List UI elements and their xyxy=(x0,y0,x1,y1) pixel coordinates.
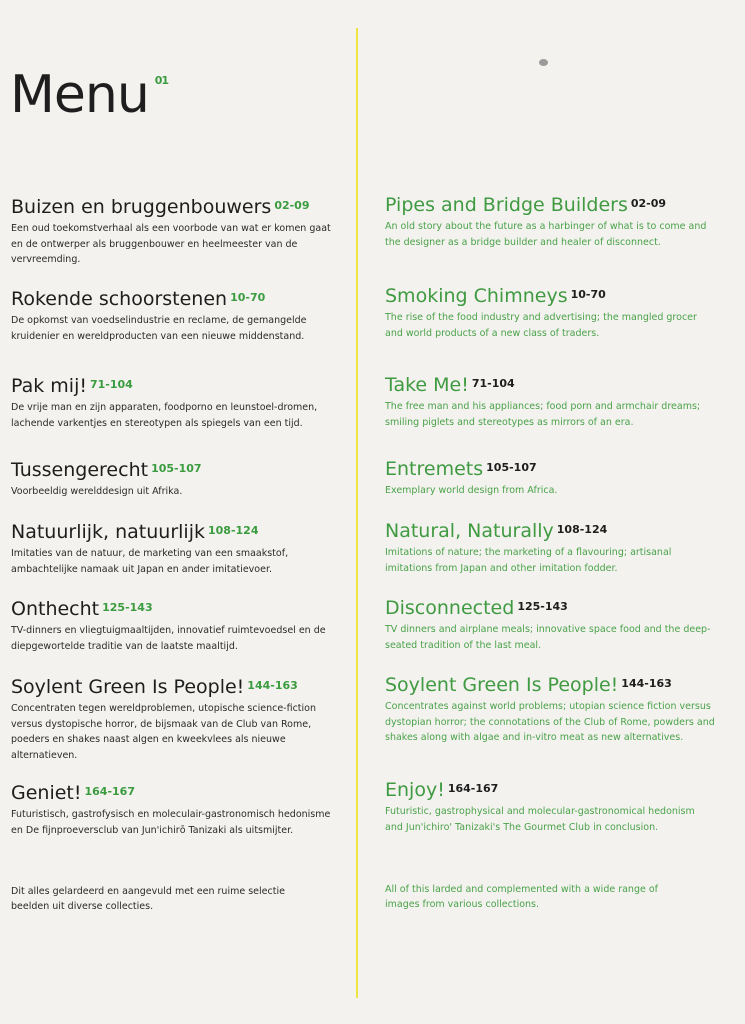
section-description: Een oud toekomstverhaal als een voorbode van wat er komen gaat en de ontwerper als bruggenbouwer en heelmeester van de vervreemding. xyxy=(11,223,331,265)
section-title: Rokende schoorstenen xyxy=(11,288,228,310)
page-range: 105-107 xyxy=(486,461,537,474)
page-range: 71-104 xyxy=(471,377,515,390)
section-title: Pak mij! xyxy=(11,375,87,397)
section-nl-6 xyxy=(11,598,331,654)
section-nl-3 xyxy=(11,375,331,431)
section-description: An old story about the future as a harbinger of what is to come and the designer as a bridge builder and healer of disconnect. xyxy=(385,221,707,248)
section-title: Tussengerecht xyxy=(11,459,149,481)
section-title: Take Me! xyxy=(385,374,469,396)
page-title-text: Menu xyxy=(10,64,149,125)
section-title: Buizen en bruggenbouwers xyxy=(11,196,272,218)
section-description: Futuristic, gastrophysical and molecular-gastronomical hedonism and Jun'ichiro' Tanizaki's The Gourmet Club in conclusion. xyxy=(385,806,695,833)
section-description: The rise of the food industry and advertising; the mangled grocer and world products of a new class of traders. xyxy=(385,312,697,339)
page-range: 164-167 xyxy=(447,782,499,795)
section-title: Enjoy! xyxy=(385,779,445,801)
section-description: Exemplary world design from Africa. xyxy=(385,485,558,496)
section-description: TV dinners and airplane meals; innovative space food and the deep-seated tradition of the last meal. xyxy=(385,624,711,651)
section-nl-8 xyxy=(11,782,331,838)
page-range: 125-143 xyxy=(102,601,153,614)
column-divider xyxy=(356,28,358,998)
page-range: 10-70 xyxy=(570,288,606,301)
section-description: TV-dinners en vliegtuigmaaltijden, innovatief ruimtevoedsel en de diepgewortelde traditie van de laatste maaltijd. xyxy=(11,625,326,652)
section-nl-1 xyxy=(11,196,331,268)
page-range: 105-107 xyxy=(151,462,202,475)
section-title: Soylent Green Is People! xyxy=(385,674,619,696)
section-title: Natural, Naturally xyxy=(385,520,554,542)
page-range: 71-104 xyxy=(89,378,133,391)
section-title: Onthecht xyxy=(11,598,100,620)
page-range: 108-124 xyxy=(556,523,608,536)
section-description: Imitaties van de natuur, de marketing van een smaakstof, ambachtelijke namaak uit Japan en ander imitatievoer. xyxy=(11,548,289,575)
section-description: Concentrates against world problems; utopian science fiction versus dystopian horror; the connotations of the Club of Rome, powders and shakes along with algae and in-vitro meat as new alternatives. xyxy=(385,701,715,743)
section-title: Natuurlijk, natuurlijk xyxy=(11,521,205,543)
section-en-1 xyxy=(385,194,715,250)
section-en-8 xyxy=(385,779,715,835)
page-range: 02-09 xyxy=(630,197,667,210)
page-range: 10-70 xyxy=(230,291,266,304)
print-smudge xyxy=(539,59,548,66)
section-description: De vrije man en zijn apparaten, foodporno en leunstoel-dromen, lachende varkentjes en stereotypen als spiegels van een tijd. xyxy=(11,402,318,429)
section-title: Pipes and Bridge Builders xyxy=(385,194,628,216)
section-description: The free man and his appliances; food porn and armchair dreams; smiling piglets and stereotypes as mirrors of an era. xyxy=(385,401,701,428)
section-description: Futuristisch, gastrofysisch en moleculair-gastronomisch hedonisme en De fijnproeversclub van Jun'ichirō Tanizaki als uitsmijter. xyxy=(11,809,331,836)
closing-note-nl: Dit alles gelardeerd en aangevuld met een ruime selectie beelden uit diverse collecties. xyxy=(11,885,285,912)
section-en-6 xyxy=(385,597,715,653)
page-title xyxy=(10,64,169,125)
section-en-2 xyxy=(385,285,715,341)
section-title: Entremets xyxy=(385,458,484,480)
section-en-3 xyxy=(385,374,715,430)
section-nl-4 xyxy=(11,459,331,500)
section-en-5 xyxy=(385,520,715,576)
section-en-4 xyxy=(385,458,715,499)
page-number: 01 xyxy=(154,73,169,87)
section-title: Soylent Green Is People! xyxy=(11,676,245,698)
section-title: Geniet! xyxy=(11,782,82,804)
section-title: Disconnected xyxy=(385,597,515,619)
section-nl-5 xyxy=(11,521,331,577)
page-range: 108-124 xyxy=(208,524,259,537)
section-description: Concentraten tegen wereldproblemen, utopische science-fiction versus dystopische horror, de bijsmaak van de Club van Rome, poeders en shakes naast algen en kweekvlees als nieuwe alternatieven. xyxy=(11,703,317,761)
section-description: Imitations of nature; the marketing of a flavouring; artisanal imitations from Japan and other imitation fodder. xyxy=(385,547,672,574)
page-range: 164-167 xyxy=(84,785,135,798)
section-en-7 xyxy=(385,674,715,746)
section-nl-7 xyxy=(11,676,331,763)
section-description: Voorbeeldig wereldde​sign uit Afrika. xyxy=(11,486,183,497)
page-range: 125-143 xyxy=(517,600,568,613)
section-description: De opkomst van voedselindustrie en reclame, de gemangelde kruidenier en wereldproducten van een nieuwe middenstand. xyxy=(11,315,307,342)
section-title: Smoking Chimneys xyxy=(385,285,568,307)
page-range: 02-09 xyxy=(274,199,310,212)
page-range: 144-163 xyxy=(621,677,672,690)
page-range: 144-163 xyxy=(247,679,298,692)
closing-note-en: All of this larded and complemented with a wide range of images from various collections. xyxy=(385,883,659,910)
section-nl-2 xyxy=(11,288,331,344)
